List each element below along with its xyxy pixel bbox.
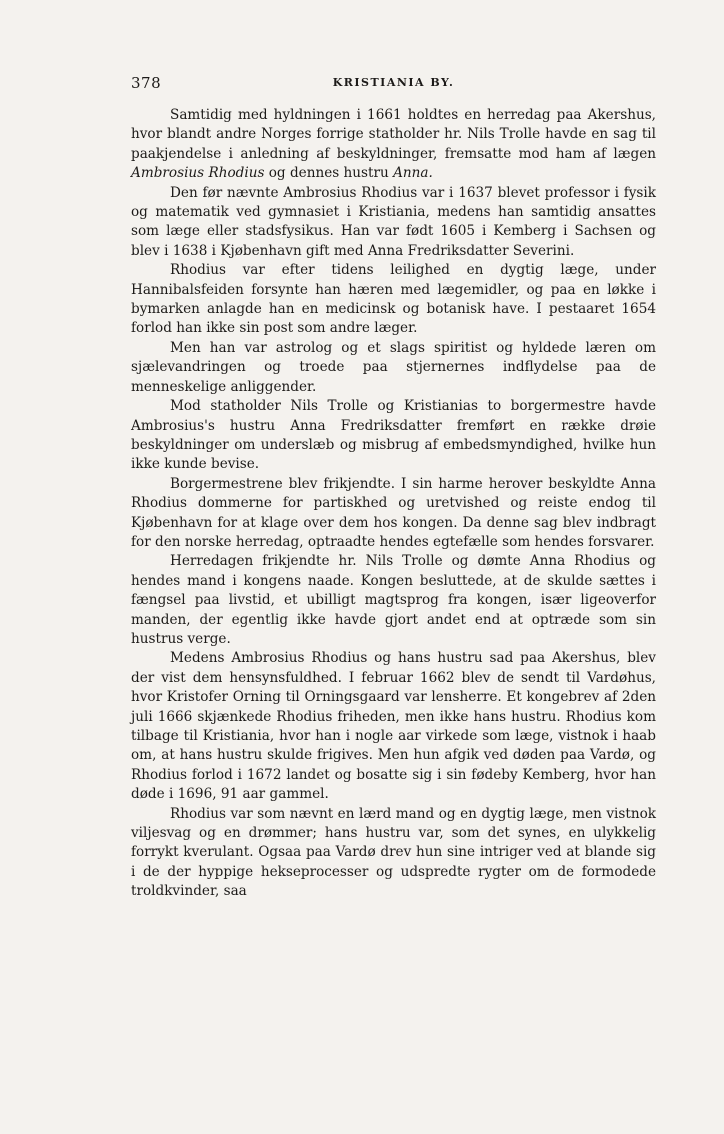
paragraph-text: Den før nævnte Ambrosius Rhodius var i 1637 blevet professor i fysik og matematik ved gymnasiet i Kristiania, medens han samtidig ansattes som læge eller stadsfysikus. Han var født 1605 i Kemberg i Sachsen og blev i 1638 i Kjøbenhavn gift med Anna Fredriksdatter Severini. <box>131 184 656 259</box>
paragraph <box>131 649 656 804</box>
paragraph-text: Samtidig med hyldningen i 1661 holdtes en herredag paa Akershus, hvor blandt andre Norges forrige statholder hr. Nils Trolle havde en sag til paakjendelse i anledning af beskyldninger, fremsatte mod ham af lægen <box>131 107 656 162</box>
paragraph-text: Mod statholder Nils Trolle og Kristianias to borgermestre havde Ambrosius's hustru Anna Fredriksdatter fremført en række drøie beskyldninger om underslæb og misbrug af embedsmyndighed, hvilke hun ikke kunde bevise. <box>131 398 656 473</box>
paragraph <box>131 106 656 184</box>
paragraph-text: Rhodius var som nævnt en lærd mand og en dygtig læge, men vistnok viljesvag og en drømmer; hans hustru var, som det synes, en ulykkelig forrykt kverulant. Ogsaa paa Vardø drev hun sine intriger ved at blande sig i de der hyppige hekseprocesser og udspredte rygter om de formodede troldkvinder, saa <box>131 805 656 900</box>
paragraph-text: Herredagen frikjendte hr. Nils Trolle og dømte Anna Rhodius og hendes mand i kongens naade. Kongen besluttede, at de skulde sættes i fængsel paa livstid, et ubilligt magtsprog fra kongen, især ligeoverfor manden, der egentlig ikke havde gjort andet end at optræde som sin hustrus verge. <box>131 553 656 647</box>
paragraph-text: Borgermestrene blev frikjendte. I sin harme herover beskyldte Anna Rhodius dommerne for partiskhed og uretvished og reiste endog til Kjøbenhavn for at klage over dem hos kongen. Da denne sag blev indbragt for den norske herredag, optraadte hendes egtefælle som hendes forsvarer. <box>131 475 656 550</box>
paragraph <box>131 339 656 397</box>
italic-name: Anna. <box>393 165 433 182</box>
page-number: 378 <box>131 74 162 92</box>
paragraph-text: og dennes hustru <box>264 165 394 182</box>
paragraph <box>131 397 656 475</box>
paragraph-text: Men han var astrolog og et slags spiritist og hyldede læren om sjælevandringen og troede paa stjernernes indflydelse paa de menneskelige anliggender. <box>131 339 656 395</box>
paragraph-text: Medens Ambrosius Rhodius og hans hustru sad paa Akershus, blev der vist dem hensynsfuldhed. I februar 1662 blev de sendt til Vardøhus, hvor Kristofer Orning til Orningsgaard var lensherre. Et kongebrev af 2den juli 1666 skjænkede Rhodius friheden, men ikke hans hustru. Rhodius kom tilbage til Kristiania, hvor han i nogle aar virkede som læge, vistnok i haab om, at hans hustru skulde frigives. Men hun afgik ved døden paa Vardø, og Rhodius forlod i 1672 landet og bosatte sig i sin fødeby Kemberg, hvor han døde i 1696, 91 aar gammel. <box>131 650 656 803</box>
paragraph <box>131 805 656 902</box>
italic-name: Ambrosius Rhodius <box>131 165 265 182</box>
paragraph <box>131 552 656 649</box>
paragraph-text: Rhodius var efter tidens leilighed en dygtig læge, under Hannibalsfeiden forsynte han hæren med lægemidler, og paa en løkke i bymarken anlagde han en medicinsk og botanisk have. I pestaaret 1654 forlod han ikke sin post som andre læger. <box>131 262 656 337</box>
paragraph <box>131 475 656 553</box>
running-title: KRISTIANIA BY. <box>332 76 455 89</box>
page-header <box>131 74 656 96</box>
paragraph <box>131 184 656 262</box>
body-text <box>131 106 656 902</box>
paragraph <box>131 261 656 339</box>
